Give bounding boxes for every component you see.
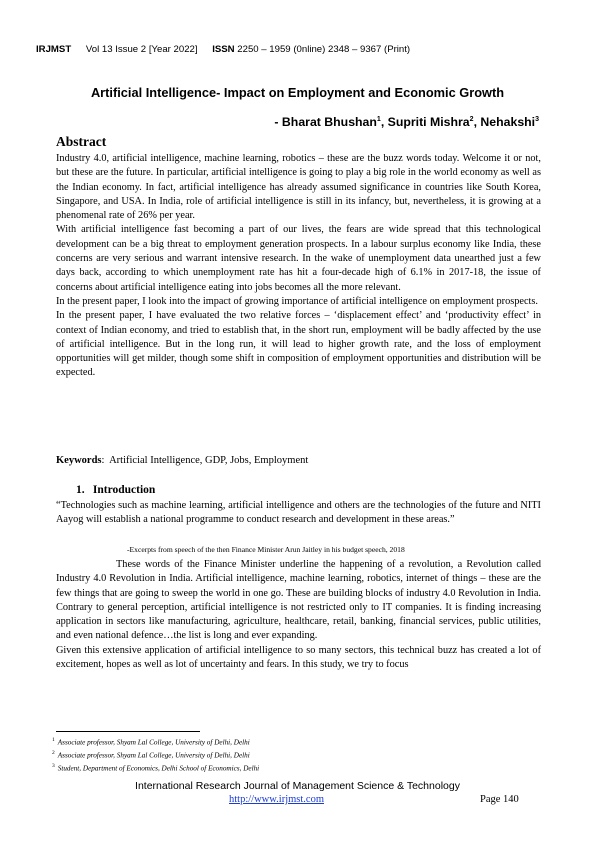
running-header <box>36 44 410 55</box>
abstract-paragraph: With artificial intelligence fast becoming a part of our lives, the fears are wide spread that this technological development can be a big threat to employment generation prospects. In a labour surplus economy like India, these concerns are very serious and warrant intensive research. In the wake of unemployment data unearthed just a few days back, according to which unemployment rate has hit a four-decade high of 6.1% in 2017-18, the issue of concerns about artificial intelligence eating into jobs becomes all the more relevant. <box>56 224 541 293</box>
footnote-divider <box>56 731 200 732</box>
header-issn-label: ISSN <box>212 44 235 55</box>
abstract-body <box>56 152 541 381</box>
footnote: $^3$ Student, Department of Economics, Delhi School of Economics, Delhi <box>52 762 260 772</box>
section-number: 1. <box>76 484 85 496</box>
header-year: [Year 2022] <box>148 44 198 55</box>
footnote: $^1$ Associate professor, Shyam Lal College, University of Delhi, Delhi <box>52 737 250 747</box>
header-issue: Vol 13 Issue 2 <box>85 44 147 55</box>
header-journal: IRJMST <box>36 44 72 55</box>
footer-journal: International Research Journal of Management Science & Technology <box>135 780 460 792</box>
author-line: - Bharat Bhushan$^1$, Supriti Mishra$^2$, Nehakshi$^3$ <box>274 115 539 129</box>
footnote: $^2$ Associate professor, Shyam Lal College, University of Delhi, Delhi <box>52 749 250 760</box>
quote-source: -Excerpts from speech of the then Finance Minister Arun Jaitley in his budget speech, 2018 <box>127 545 405 554</box>
header-online: (0nline) 2348 – 9367 (Print) <box>293 44 411 55</box>
page-number: Page 140 <box>480 794 519 805</box>
author-2: Supriti Mishra <box>387 115 470 129</box>
paper-title: Artificial Intelligence- Impact on Employment and Economic Growth <box>90 85 505 100</box>
section-title: Introduction <box>92 484 156 496</box>
footnotes <box>52 735 259 773</box>
intro-paragraph: Given this extensive application of artificial intelligence to so many sectors, this technical buzz has created a lot of excitement, hopes as well as lot of uncertainty and fears. In this study, we try to focus <box>56 644 541 671</box>
keywords-line: Keywords: Artificial Intelligence, GDP, Jobs, Employment <box>56 455 309 466</box>
intro-body <box>56 558 541 672</box>
abstract-paragraph: In the present paper, I have evaluated the two relative forces – ‘displacement effect’ and ‘productivity effect’ in context of Indian economy, and tried to establish that, in the short run, employment will be badly affected by the use of artificial intelligence. But in the long run, it will lead to higher growth rate, and the loss of employment opportunities will get milder, though some shift in composition of employment opportunities and distribution will be expected. <box>56 310 541 379</box>
abstract-paragraph: Industry 4.0, artificial intelligence, machine learning, robotics – these are the buzz words today. Welcome it or not, but these are the future. In particular, artificial intelligence is going to play a big role in the world economy as well as the Indian economy. In fact, artificial intelligence has already assumed significance in countries like South Korea, Singapore, and USA. In India, role of artificial intelligence is still in its infancy, but, nevertheless, it is growing at a phenomenal rate of 26% per year. <box>56 153 541 222</box>
abstract-heading: Abstract <box>56 134 107 149</box>
keywords-label: Keywords <box>56 455 102 466</box>
author-1: Bharat Bhushan <box>281 115 377 129</box>
keywords-text: Artificial Intelligence, GDP, Jobs, Employment <box>109 455 309 466</box>
section-heading-introduction <box>76 484 155 496</box>
abstract-paragraph: In the present paper, I look into the impact of growing importance of artificial intelligence on employment prospects. <box>56 295 538 307</box>
header-issn: 2250 – 1959 <box>237 44 291 55</box>
author-3: Nehakshi <box>480 115 536 129</box>
intro-quote: “Technologies such as machine learning, artificial intelligence and others are the technologies of the future and NITI Aayog will establish a national programme to conduct research and development in these areas.” <box>56 500 541 526</box>
intro-paragraph: These words of the Finance Minister underline the happening of a revolution, a Revolution called Industry 4.0 Revolution in India. Artificial intelligence, machine learning, robotics, internet of things – these are the few things that are going to sweep the world in one go. These are building blocks of industry 4.0 Revolution in India. Contrary to general perception, artificial intelligence is not restricted only to IT companies. It is finding increasing application in sectors like manufacturing, agriculture, healthcare, retail, banking, financial services, public utilities, and even national defence…the list is long and ever expanding. <box>56 559 541 642</box>
footer-link[interactable]: http://www.irjmst.com <box>229 794 324 805</box>
